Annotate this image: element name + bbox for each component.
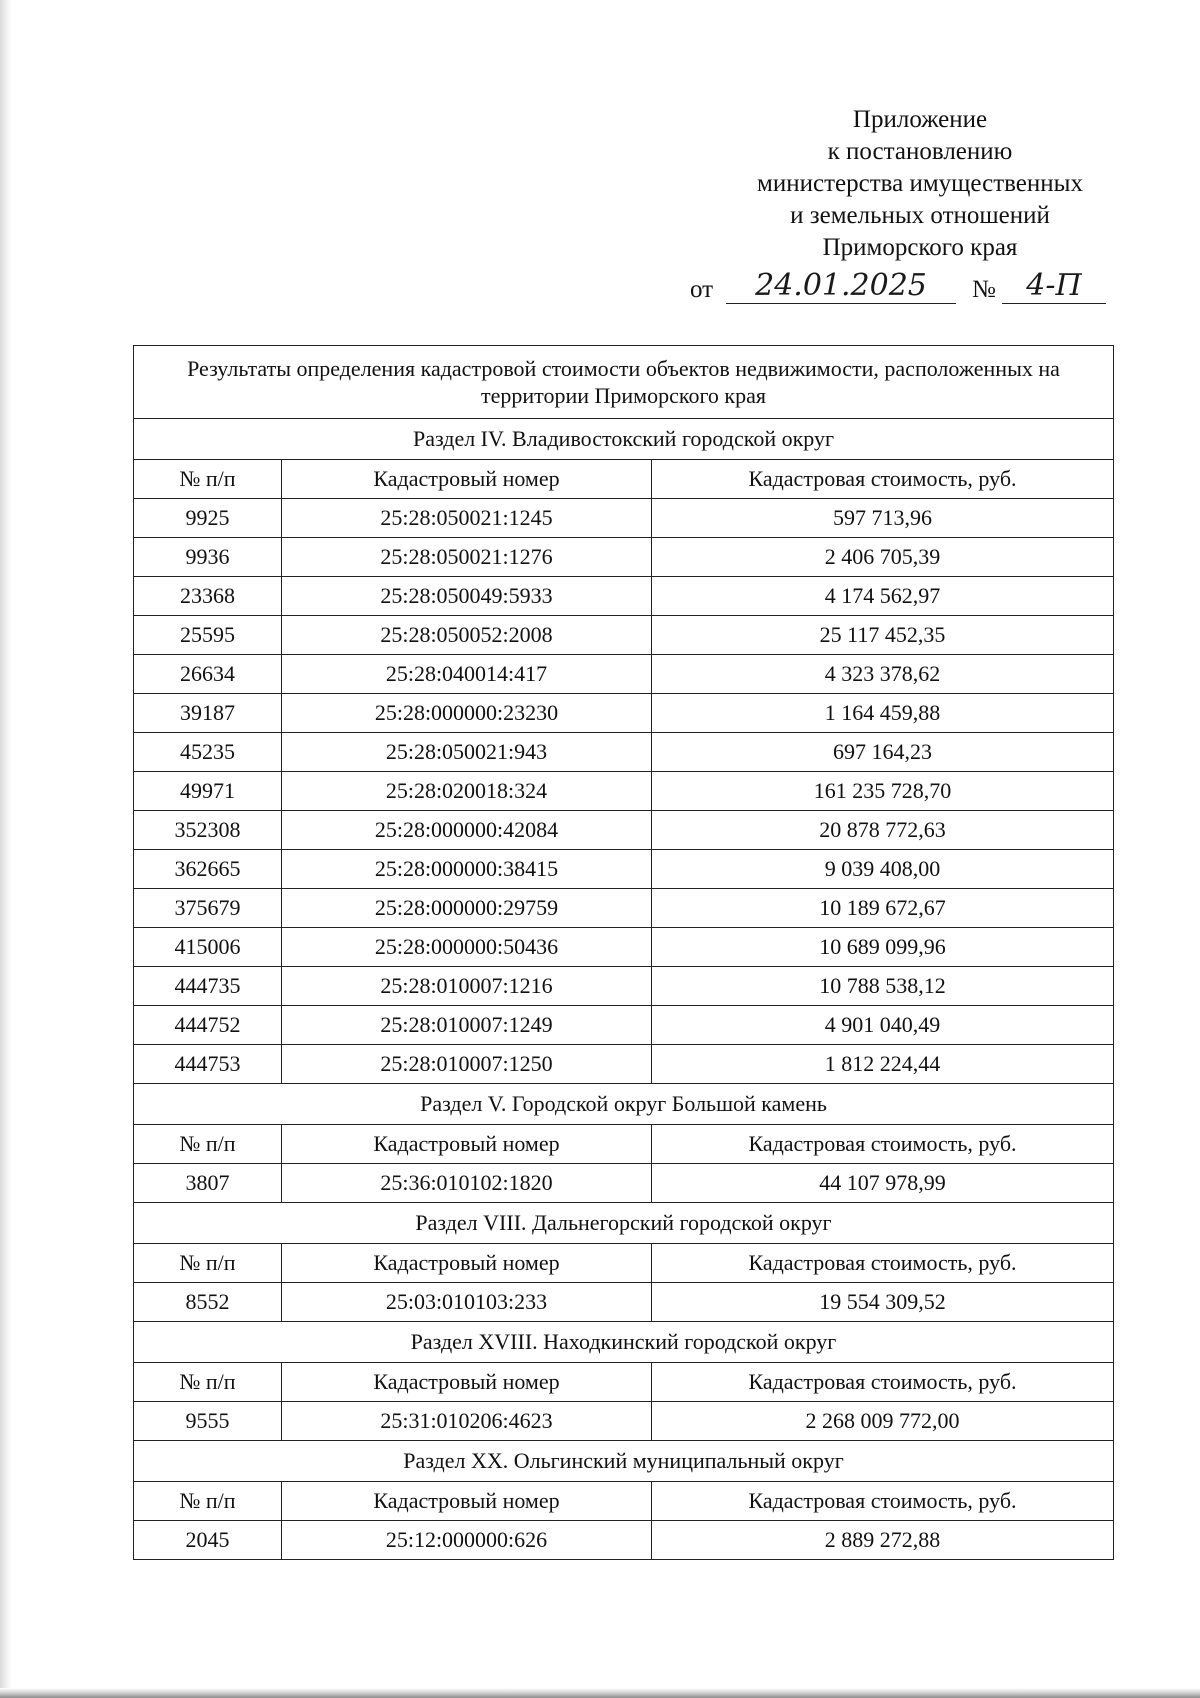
column-header-row [134,1125,1114,1164]
column-header-cadastral-value: Кадастровая стоимость, руб. [652,1244,1114,1283]
cell-cadastral-value: 597 713,96 [652,499,1114,538]
column-header-cadastral-number: Кадастровый номер [282,1482,652,1521]
scan-edge-left [0,0,12,1698]
cell-cadastral-value: 10 788 538,12 [652,967,1114,1006]
cell-index: 352308 [134,811,282,850]
table-row [134,1521,1114,1560]
cell-cadastral-number: 25:36:010102:1820 [282,1164,652,1203]
header-line: к постановлению [827,138,1013,165]
column-header-row [134,1482,1114,1521]
cell-index: 39187 [134,694,282,733]
column-header-row [134,1363,1114,1402]
cell-cadastral-number: 25:03:010103:233 [282,1283,652,1322]
section-title: Раздел VIII. Дальнегорский городской округ [134,1203,1114,1244]
column-header-cadastral-number: Кадастровый номер [282,1125,652,1164]
column-header-cadastral-value: Кадастровая стоимость, руб. [652,1125,1114,1164]
number-prefix: № [972,276,996,303]
table-row [134,499,1114,538]
cell-cadastral-value: 161 235 728,70 [652,772,1114,811]
cell-cadastral-value: 44 107 978,99 [652,1164,1114,1203]
column-header-cadastral-value: Кадастровая стоимость, руб. [652,1482,1114,1521]
table-row [134,811,1114,850]
cell-index: 415006 [134,928,282,967]
cell-index: 8552 [134,1283,282,1322]
header-line: и земельных отношений [790,202,1050,229]
table-row [134,1164,1114,1203]
cell-cadastral-number: 25:28:050021:943 [282,733,652,772]
cell-index: 375679 [134,889,282,928]
cell-cadastral-number: 25:28:050021:1276 [282,538,652,577]
cell-cadastral-number: 25:28:010007:1250 [282,1045,652,1084]
cell-cadastral-value: 1 812 224,44 [652,1045,1114,1084]
approval-header [700,104,1140,264]
column-header-index: № п/п [134,460,282,499]
section-title: Раздел V. Городской округ Большой камень [134,1084,1114,1125]
cell-index: 23368 [134,577,282,616]
cell-cadastral-value: 4 901 040,49 [652,1006,1114,1045]
cell-index: 25595 [134,616,282,655]
section-title: Раздел XVIII. Находкинский городской округ [134,1322,1114,1363]
decree-date-number-line [690,270,1110,310]
table-row [134,967,1114,1006]
cell-cadastral-number: 25:28:050021:1245 [282,499,652,538]
table-row [134,1006,1114,1045]
cell-index: 9936 [134,538,282,577]
cell-cadastral-number: 25:31:010206:4623 [282,1402,652,1441]
column-header-index: № п/п [134,1363,282,1402]
column-header-cadastral-number: Кадастровый номер [282,1363,652,1402]
cell-cadastral-number: 25:28:000000:38415 [282,850,652,889]
cell-index: 9555 [134,1402,282,1441]
cell-cadastral-number: 25:28:040014:417 [282,655,652,694]
cell-cadastral-value: 2 889 272,88 [652,1521,1114,1560]
column-header-index: № п/п [134,1482,282,1521]
column-header-cadastral-value: Кадастровая стоимость, руб. [652,460,1114,499]
cell-cadastral-value: 2 406 705,39 [652,538,1114,577]
cell-cadastral-value: 10 689 099,96 [652,928,1114,967]
table-row [134,538,1114,577]
table-row [134,1283,1114,1322]
column-header-row [134,1244,1114,1283]
table-row [134,694,1114,733]
header-line: Приморского края [822,234,1018,261]
cell-cadastral-number: 25:28:010007:1216 [282,967,652,1006]
cell-index: 362665 [134,850,282,889]
cell-cadastral-number: 25:28:000000:29759 [282,889,652,928]
table-row [134,1045,1114,1084]
section-title: Раздел XX. Ольгинский муниципальный округ [134,1441,1114,1482]
table-row [134,1402,1114,1441]
cell-index: 444753 [134,1045,282,1084]
cell-cadastral-value: 20 878 772,63 [652,811,1114,850]
cell-index: 2045 [134,1521,282,1560]
cell-cadastral-number: 25:28:000000:42084 [282,811,652,850]
cell-cadastral-value: 4 323 378,62 [652,655,1114,694]
table-row [134,733,1114,772]
section-title: Раздел IV. Владивостокский городской округ [134,419,1114,460]
table-row [134,616,1114,655]
cell-index: 49971 [134,772,282,811]
cell-index: 9925 [134,499,282,538]
cell-cadastral-value: 9 039 408,00 [652,850,1114,889]
scan-edge-bottom [0,1688,1200,1698]
table-row [134,772,1114,811]
cell-cadastral-value: 2 268 009 772,00 [652,1402,1114,1441]
cadastral-value-table [133,345,1114,1560]
cell-cadastral-value: 10 189 672,67 [652,889,1114,928]
column-header-cadastral-number: Кадастровый номер [282,1244,652,1283]
date-prefix: от [690,276,714,303]
handwritten-number: 4-П [1002,269,1106,304]
cell-index: 3807 [134,1164,282,1203]
header-line: Приложение [852,106,988,133]
cell-cadastral-value: 697 164,23 [652,733,1114,772]
cell-cadastral-value: 25 117 452,35 [652,616,1114,655]
cell-index: 45235 [134,733,282,772]
cell-cadastral-value: 19 554 309,52 [652,1283,1114,1322]
cell-cadastral-number: 25:12:000000:626 [282,1521,652,1560]
cell-cadastral-value: 1 164 459,88 [652,694,1114,733]
cell-cadastral-number: 25:28:000000:50436 [282,928,652,967]
column-header-index: № п/п [134,1244,282,1283]
cell-index: 444752 [134,1006,282,1045]
table-row [134,577,1114,616]
table-row [134,655,1114,694]
cell-cadastral-number: 25:28:050052:2008 [282,616,652,655]
cell-cadastral-number: 25:28:020018:324 [282,772,652,811]
cell-cadastral-value: 4 174 562,97 [652,577,1114,616]
header-line: министерства имущественных [757,170,1083,197]
cell-index: 444735 [134,967,282,1006]
cell-cadastral-number: 25:28:010007:1249 [282,1006,652,1045]
table-row [134,928,1114,967]
table-title: Результаты определения кадастровой стоимости объектов недвижимости, расположенных на территории Приморского края [134,346,1114,419]
cell-cadastral-number: 25:28:050049:5933 [282,577,652,616]
table-row [134,850,1114,889]
column-header-cadastral-number: Кадастровый номер [282,460,652,499]
column-header-row [134,460,1114,499]
cell-cadastral-number: 25:28:000000:23230 [282,694,652,733]
column-header-index: № п/п [134,1125,282,1164]
column-header-cadastral-value: Кадастровая стоимость, руб. [652,1363,1114,1402]
table-row [134,889,1114,928]
cell-index: 26634 [134,655,282,694]
handwritten-date: 24.01.2025 [726,269,956,304]
